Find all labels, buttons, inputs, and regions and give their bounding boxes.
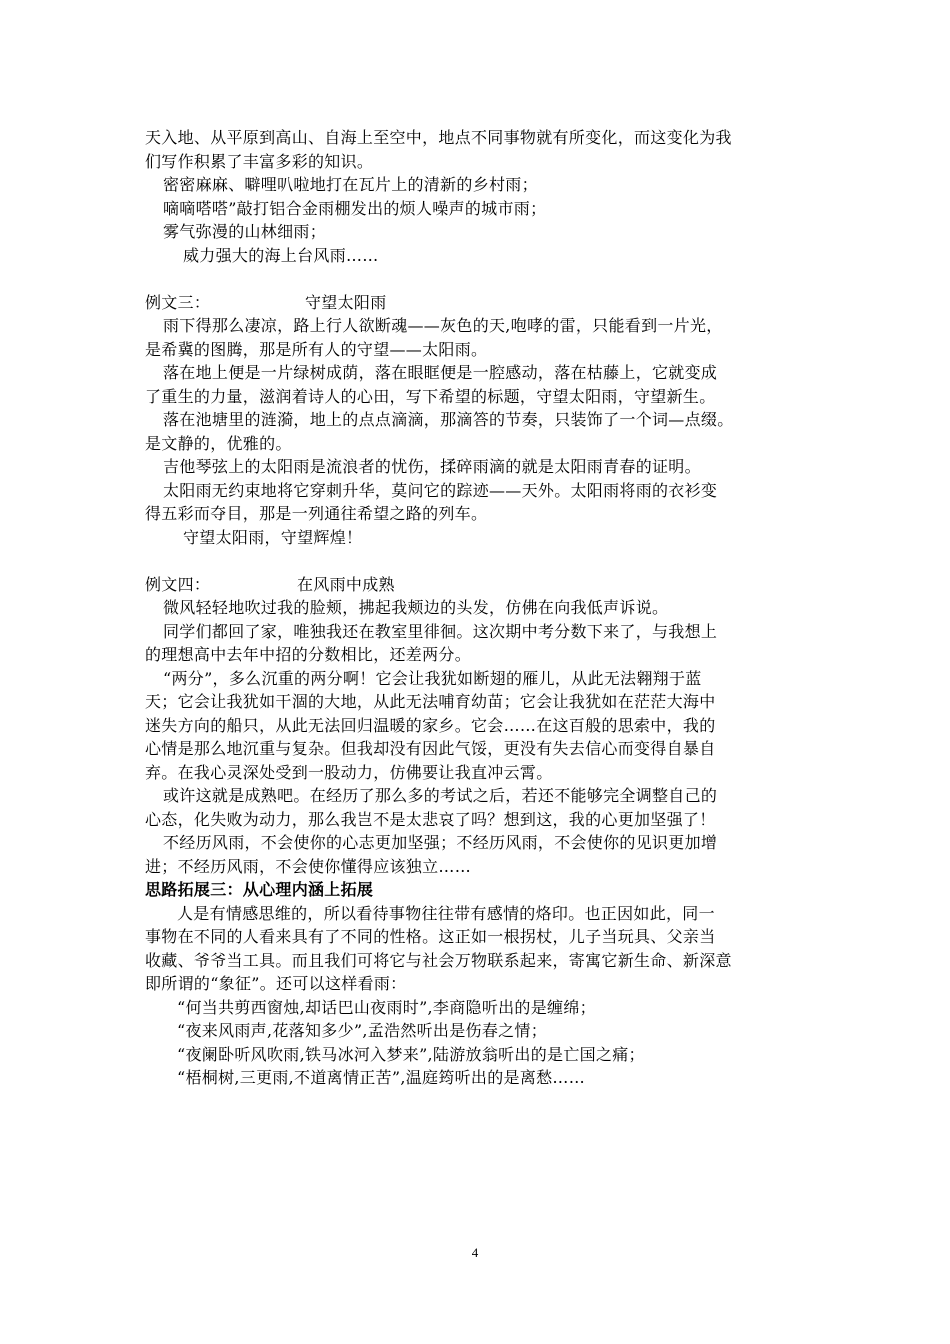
rain-list-item: 嘀嘀嗒嗒”敲打铝合金雨棚发出的烦人噪声的城市雨； xyxy=(163,198,547,218)
example3-line: 太阳雨无约束地将它穿刺升华，莫问它的踪迹——天外。太阳雨将雨的衣衫变 xyxy=(163,480,718,500)
example3-line: 雨下得那么凄凉，路上行人欲断魂——灰色的天,咆哮的雷，只能看到一片光， xyxy=(163,316,723,335)
intro-line: 天入地、从平原到高山、自海上至空中，地点不同事物就有所变化，而这变化为我 xyxy=(145,128,732,147)
poem-quote: “夜阑卧听风吹雨,铁马冰河入梦来”,陆游放翁听出的是亡国之痛； xyxy=(177,1044,645,1064)
example4-label: 例文四： xyxy=(145,574,211,594)
example4-line: 不经历风雨，不会使你的心志更加坚强；不经历风雨，不会使你的见识更加增 xyxy=(163,833,718,852)
example4-line: 或许这就是成熟吧。在经历了那么多的考试之后，若还不能够完全调整自己的 xyxy=(163,786,718,805)
example4-line: “两分”，多么沉重的两分啊！它会让我犹如断翅的雁儿，从此无法翱翔于蓝 xyxy=(163,668,702,688)
section3-line: 收藏、爷爷当工具。而且我们可将它与社会万物联系起来，寄寓它新生命、新深意 xyxy=(145,950,732,970)
document-body xyxy=(145,126,810,1090)
example4-line: 同学们都回了家，唯独我还在教室里徘徊。这次期中考分数下来了，与我想上 xyxy=(163,621,718,641)
section3-line: 人是有情感思维的，所以看待事物往往带有感情的烙印。也正因如此，同一 xyxy=(177,903,715,923)
poem-quote: “梧桐树,三更雨,不道离情正苦”,温庭筠听出的是离愁…… xyxy=(177,1068,586,1087)
example3-line: 了重生的力量，滋润着诗人的心田，写下希望的标题，守望太阳雨，守望新生。 xyxy=(145,386,716,406)
example4-line: 弃。在我心灵深处受到一股动力，仿佛要让我直冲云霄。 xyxy=(145,762,553,782)
example3-line: 吉他琴弦上的太阳雨是流浪者的忧伤，揉碎雨滴的就是太阳雨青春的证明。 xyxy=(163,457,701,476)
section3-line: 即所谓的“象征”。还可以这样看雨： xyxy=(145,974,407,993)
poem-quote: “夜来风雨声,花落知多少”,孟浩然听出是伤春之情； xyxy=(177,1021,548,1040)
example4-title-row xyxy=(145,573,810,597)
example3-label: 例文三： xyxy=(145,292,211,312)
rain-list-item: 雾气弥漫的山林细雨； xyxy=(163,222,327,241)
rain-list-item: 威力强大的海上台风雨…… xyxy=(183,245,379,265)
example4-line: 的理想高中去年中招的分数相比，还差两分。 xyxy=(145,645,472,664)
example3-line: 守望太阳雨，守望辉煌！ xyxy=(183,527,363,547)
example4-line: 天；它会让我犹如干涸的大地，从此无法哺育幼苗；它会让我犹如在茫茫大海中 xyxy=(145,692,716,711)
example3-line: 得五彩而夺目，那是一列通往希望之路的列车。 xyxy=(145,504,488,523)
example4-line: 心情是那么地沉重与复杂。但我却没有因此气馁，更没有失去信心而变得自暴自 xyxy=(145,739,716,758)
example3-line: 是文静的，优雅的。 xyxy=(145,433,292,453)
example3-line: 落在地上便是一片绿树成荫，落在眼眶便是一腔感动，落在枯藤上，它就变成 xyxy=(163,363,718,382)
page-number: 4 xyxy=(471,1245,479,1260)
rain-list-item: 密密麻麻、噼哩叭啦地打在瓦片上的清新的乡村雨； xyxy=(163,175,538,194)
example3-line: 落在池塘里的涟漪，地上的点点滴滴，那滴答的节奏，只装饰了一个词—点缀。 xyxy=(163,410,734,429)
example3-title-row xyxy=(145,291,810,315)
example4-line: 进；不经历风雨，不会使你懂得应该独立…… xyxy=(145,856,472,876)
example4-line: 心态，化失败为动力，那么我岂不是太悲哀了吗？想到这，我的心更加坚强了！ xyxy=(145,809,716,829)
poem-quote: “何当共剪西窗烛,却话巴山夜雨时”,李商隐听出的是缠绵； xyxy=(177,997,596,1017)
example3-line: 是希冀的图腾，那是所有人的守望——太阳雨。 xyxy=(145,339,488,359)
section-heading: 思路拓展三：从心理内涵上拓展 xyxy=(145,880,374,899)
intro-line: 们写作积累了丰富多彩的知识。 xyxy=(145,151,374,171)
example4-line: 迷失方向的船只，从此无法回归温暖的家乡。它会……在这百般的思索中，我的 xyxy=(145,715,716,735)
example4-line: 微风轻轻地吹过我的脸颊，拂起我颊边的头发，仿佛在向我低声诉说。 xyxy=(163,598,669,617)
example3-title: 守望太阳雨 xyxy=(305,292,387,312)
example4-title: 在风雨中成熟 xyxy=(297,574,395,594)
section3-line: 事物在不同的人看来具有了不同的性格。这正如一根拐杖，儿子当玩具、父亲当 xyxy=(145,927,716,946)
